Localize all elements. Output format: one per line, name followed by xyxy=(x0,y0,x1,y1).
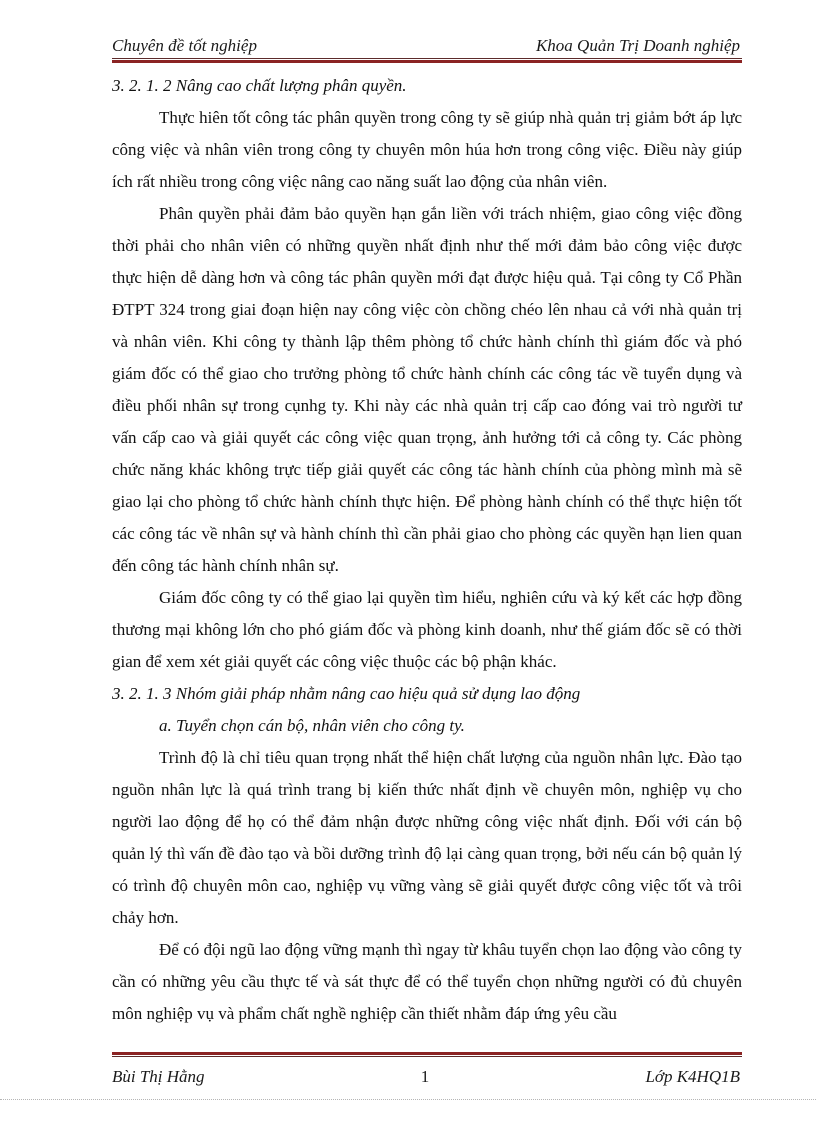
header-rule xyxy=(112,58,742,63)
paragraph: Trình độ là chỉ tiêu quan trọng nhất thể hiện chất lượng của nguồn nhân lực. Đào tạo nguồn nhân lực là quá trình trang bị kiến thức nhất định về chuyên môn, nghiệp vụ cho người lao động để họ có thể đảm nhận được những công việc nhất định. Đối với cán bộ quản lý thì vấn đề đào tạo và bồi dưỡng trình độ lại càng quan trọng, bởi nếu cán bộ quản lý có trình độ chuyên môn cao, nghiệp vụ vững vàng sẽ giải quyết được công việc tốt và trôi chảy hơn. xyxy=(112,748,742,927)
section-heading-3-2-1-2: 3. 2. 1. 2 Nâng cao chất lượng phân quyền. xyxy=(112,76,407,95)
paragraph: Giám đốc công ty có thể giao lại quyền tìm hiểu, nghiên cứu và ký kết các hợp đồng thương mại không lớn cho phó giám đốc và phòng kinh doanh, như thế giám đốc sẽ có thời gian để xem xét giải quyết các công việc thuộc các bộ phận khác. xyxy=(112,588,742,671)
paragraph: Phân quyền phải đảm bảo quyền hạn gắn liền với trách nhiệm, giao công việc đồng thời phải cho nhân viên có những quyền nhất định như thế mới đảm bảo công việc được thực hiện dễ dàng hơn và công tác phân quyền mới đạt được hiệu quả. Tại công ty Cổ Phần ĐTPT 324 trong giai đoạn hiện nay công việc còn chồng chéo lên nhau cả với nhà quản trị và nhân viên. Khi công ty thành lập thêm phòng tổ chức hành chính thì giám đốc và phó giám đốc có thể giao cho trưởng phòng tổ chức hành chính các công tác về tuyển dụng và điều phối nhân sự trong cụnhg ty. Khi này các nhà quản trị cấp cao đóng vai trò người tư vấn cấp cao và giải quyết các công việc quan trọng, ảnh hưởng tới cả công ty. Các phòng chức năng khác không trực tiếp giải quyết các công tác hành chính của phòng mình mà sẽ giao lại cho phòng tổ chức hành chính thực hiện. Để phòng hành chính có thể thực hiện tốt các công tác về nhân sự và hành chính thì cần phải giao cho phòng các quyền hạn lien quan đến công tác hành chính nhân sự. xyxy=(112,204,742,575)
header-left: Chuyên đề tốt nghiệp xyxy=(112,36,257,55)
document-body xyxy=(112,70,742,1030)
page-footer xyxy=(112,1063,740,1087)
footer-class: Lớp K4HQ1B xyxy=(645,1067,740,1086)
subsection-heading-a: a. Tuyển chọn cán bộ, nhân viên cho công ty. xyxy=(159,716,465,735)
footer-author: Bùi Thị Hằng xyxy=(112,1067,205,1086)
page-number: 1 xyxy=(420,1067,430,1086)
paragraph: Để có đội ngũ lao động vững mạnh thì ngay từ khâu tuyển chọn lao động vào công ty cần có những yêu cầu thực tế và sát thực để có thể tuyển chọn những người có đủ chuyên môn nghiệp vụ và phẩm chất nghề nghiệp cần thiết nhằm đáp ứng yêu cầu xyxy=(112,940,742,1023)
footer-rule xyxy=(112,1052,742,1057)
paragraph: Thực hiên tốt công tác phân quyền trong công ty sẽ giúp nhà quản trị giảm bớt áp lực công việc và nhân viên trong công ty chuyên môn húa hơn trong công việc. Điều này giúp ích rất nhiều trong công việc nâng cao năng suất lao động của nhân viên. xyxy=(112,108,742,191)
header-right: Khoa Quản Trị Doanh nghiệp xyxy=(535,36,740,55)
section-heading-3-2-1-3: 3. 2. 1. 3 Nhóm giải pháp nhằm nâng cao hiệu quả sử dụng lao động xyxy=(112,684,581,703)
page-break-line xyxy=(0,1099,816,1100)
page-header xyxy=(112,32,740,56)
